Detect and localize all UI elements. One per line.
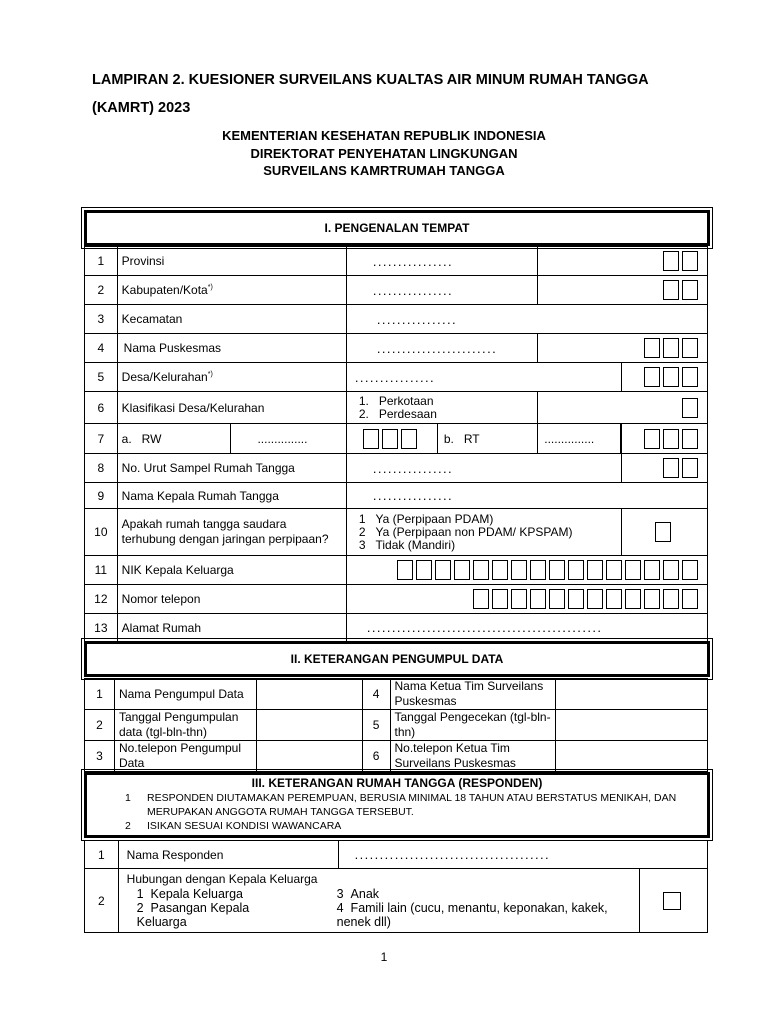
code-box[interactable]: [473, 560, 489, 580]
row-label: Nama Ketua Tim Surveilans Puskesmas: [390, 679, 556, 710]
row-label: Nomor telepon: [117, 585, 346, 614]
kabupaten-field[interactable]: [346, 276, 537, 305]
hubungan-cell: [118, 869, 640, 933]
footnote-mark: *): [207, 284, 213, 291]
tanggal-pengumpulan-field[interactable]: [256, 710, 362, 741]
code-box[interactable]: [663, 429, 679, 449]
row-number: 11: [85, 556, 118, 585]
rt-field-cell: [538, 424, 622, 454]
row-label: Nama Responden: [118, 841, 338, 869]
code-box[interactable]: [625, 560, 641, 580]
row-number: 13: [85, 614, 118, 642]
row-label: Alamat Rumah: [117, 614, 346, 642]
row-number: 8: [85, 454, 118, 483]
code-box[interactable]: [568, 560, 584, 580]
option-perdesaan[interactable]: 2. Perdesaan: [358, 406, 437, 421]
section-1-title: I. PENGENALAN TEMPAT: [324, 221, 470, 235]
code-box[interactable]: [682, 280, 698, 300]
option-pdam[interactable]: 1 Ya (Perpipaan PDAM): [358, 511, 494, 526]
code-box[interactable]: [549, 560, 565, 580]
fill-dots: ................: [372, 282, 454, 298]
nik-field[interactable]: [346, 556, 707, 585]
row-number: 6: [362, 741, 390, 772]
code-box[interactable]: [530, 560, 546, 580]
option-non-pdam[interactable]: 2 Ya (Perpipaan non PDAM/ KPSPAM): [358, 524, 573, 539]
row-label: NIK Kepala Keluarga: [117, 556, 346, 585]
code-box[interactable]: [644, 367, 660, 387]
code-box[interactable]: [606, 589, 622, 609]
header-surveillance: SURVEILANS KAMRTRUMAH TANGGA: [263, 163, 505, 178]
option-kepala-keluarga[interactable]: 1 Kepala Keluarga: [136, 887, 243, 901]
option-anak[interactable]: 3 Anak: [336, 887, 380, 901]
code-box[interactable]: [682, 560, 698, 580]
row-number: 3: [85, 741, 115, 772]
row-label: Tanggal Pengumpulan data (tgl-bln-thn): [114, 710, 256, 741]
telepon-ketua-field[interactable]: [556, 741, 708, 772]
row-label: Provinsi: [117, 247, 346, 276]
option-famili-lain[interactable]: 4 Famili lain (cucu, menantu, keponakan, kakek, nenek dll): [336, 901, 608, 929]
label-text: Desa/Kelurahan: [121, 370, 208, 384]
code-box[interactable]: [663, 251, 679, 271]
code-box[interactable]: [663, 338, 679, 358]
row-label: No.telepon Ketua Tim Surveilans Puskesmas: [390, 741, 556, 772]
code-box[interactable]: [587, 560, 603, 580]
row-number: 9: [85, 483, 118, 509]
code-box[interactable]: [625, 589, 641, 609]
page-number: 1: [380, 950, 388, 964]
note-2: [87, 819, 707, 833]
row-number: 6: [85, 392, 118, 424]
row-perpipaan: [85, 509, 708, 556]
urut-sampel-field[interactable]: [346, 454, 621, 483]
code-box[interactable]: [663, 892, 681, 910]
row-number: 2: [85, 276, 118, 305]
code-box[interactable]: [416, 560, 432, 580]
rt-field[interactable]: [538, 424, 621, 453]
row-alamat: [85, 614, 708, 642]
footnote-mark: *): [207, 371, 213, 378]
fill-dots: ...............: [257, 431, 308, 446]
rt-label: b. RT: [443, 431, 480, 446]
row-label: Apakah rumah tangga saudara terhubung dengan jaringan perpipaan?: [117, 509, 346, 556]
row-number: 1: [85, 841, 119, 869]
option-pasangan[interactable]: 2 Pasangan Kepala Keluarga: [136, 901, 250, 929]
fill-dots: ...............: [544, 431, 595, 446]
section-1-table: [84, 246, 708, 642]
row-kabupaten: [85, 276, 708, 305]
section-2-title: II. KETERANGAN PENGUMPUL DATA: [290, 652, 504, 666]
code-box[interactable]: [382, 429, 398, 449]
fill-dots: ................: [354, 369, 436, 385]
kabupaten-code[interactable]: [538, 276, 708, 305]
row-nik: [85, 556, 708, 585]
rw-code[interactable]: [347, 424, 438, 453]
row-urut-sampel: [85, 454, 708, 483]
provinsi-code[interactable]: [538, 247, 708, 276]
rw-rt-cell: [346, 424, 537, 454]
fill-dots: ...............................................: [366, 620, 603, 635]
code-box[interactable]: [435, 560, 451, 580]
code-boxes: [655, 524, 674, 538]
row-puskesmas: [85, 334, 708, 363]
code-boxes: [644, 369, 701, 383]
nama-pengumpul-field[interactable]: [256, 679, 362, 710]
code-box[interactable]: [655, 522, 671, 542]
perpipaan-options: [346, 509, 621, 556]
row-number: 12: [85, 585, 118, 614]
code-box[interactable]: [682, 398, 698, 418]
row-label: Nama Pengumpul Data: [114, 679, 256, 710]
note-number: 1: [125, 792, 131, 804]
row-telepon: [85, 585, 708, 614]
header-ministry: KEMENTERIAN KESEHATAN REPUBLIK INDONESIA: [222, 128, 546, 143]
header-directorate: DIREKTORAT PENYEHATAN LINGKUNGAN: [250, 146, 518, 161]
row-label: Kecamatan: [117, 305, 346, 334]
section-3-title: III. KETERANGAN RUMAH TANGGA (RESPONDEN): [251, 776, 543, 790]
note-text: ISIKAN SESUAI KONDISI WAWANCARA: [147, 820, 342, 832]
nik-boxes: [397, 562, 701, 576]
code-box[interactable]: [644, 560, 660, 580]
rw-label: a. RW: [117, 424, 231, 454]
nama-responden-field[interactable]: [338, 841, 707, 869]
row-klasifikasi: [85, 392, 708, 424]
code-box[interactable]: [549, 589, 565, 609]
row-number: 5: [85, 363, 118, 392]
row-kepala-rt: [85, 483, 708, 509]
note-text: RESPONDEN DIUTAMAKAN PEREMPUAN, BERUSIA MINIMAL 18 TAHUN ATAU BERSTATUS MENIKAH, DAN MERUPAKAN ANGGOTA RUMAH TANGGA TERSEBUT.: [147, 792, 677, 818]
row-number: 4: [85, 334, 118, 363]
row-label: Tanggal Pengecekan (tgl-bln-thn): [390, 710, 556, 741]
puskesmas-code[interactable]: [538, 334, 708, 363]
rt-field-inner: [538, 424, 621, 453]
alamat-field[interactable]: [346, 614, 707, 642]
row-number: 3: [85, 305, 118, 334]
row-nama-responden: [85, 841, 708, 869]
section-3-table: [84, 840, 708, 933]
code-box[interactable]: [682, 429, 698, 449]
desa-code[interactable]: [622, 363, 708, 392]
code-box[interactable]: [511, 560, 527, 580]
row-number: 7: [85, 424, 118, 454]
option-mandiri[interactable]: 3 Tidak (Mandiri): [358, 537, 456, 552]
urut-sampel-code[interactable]: [622, 454, 708, 483]
fill-dots: ................: [372, 253, 454, 269]
puskesmas-field[interactable]: [346, 334, 537, 363]
kepala-rt-field[interactable]: [346, 483, 707, 509]
code-box[interactable]: [606, 560, 622, 580]
collector-row-3: [85, 741, 708, 772]
fill-dots: ........................: [376, 340, 498, 356]
tanggal-pengecekan-field[interactable]: [556, 710, 708, 741]
hubungan-code[interactable]: [640, 869, 708, 933]
note-number: 2: [125, 820, 131, 832]
row-number: 2: [85, 710, 115, 741]
code-box[interactable]: [454, 560, 470, 580]
row-label: Nama Puskesmas: [117, 334, 346, 363]
provinsi-field[interactable]: [346, 247, 537, 276]
code-box[interactable]: [663, 458, 679, 478]
code-box[interactable]: [663, 589, 679, 609]
desa-field[interactable]: [346, 363, 621, 392]
code-boxes: [663, 253, 701, 267]
code-box[interactable]: [511, 589, 527, 609]
code-boxes: [663, 282, 701, 296]
code-box[interactable]: [492, 560, 508, 580]
code-box[interactable]: [568, 589, 584, 609]
code-box[interactable]: [644, 429, 660, 449]
code-box[interactable]: [644, 589, 660, 609]
code-box[interactable]: [397, 560, 413, 580]
option-perkotaan[interactable]: 1. Perkotaan: [358, 393, 434, 408]
row-label: [117, 276, 346, 305]
telepon-pengumpul-field[interactable]: [256, 741, 362, 772]
label-text: Kabupaten/Kota: [121, 283, 208, 297]
code-box[interactable]: [682, 338, 698, 358]
rw-field[interactable]: [231, 424, 346, 454]
telepon-field[interactable]: [346, 585, 707, 614]
code-boxes: [663, 460, 701, 474]
row-number: 1: [85, 679, 115, 710]
row-kecamatan: [85, 305, 708, 334]
rt-code[interactable]: [622, 424, 708, 454]
row-label: Klasifikasi Desa/Kelurahan: [117, 392, 346, 424]
row-number: 2: [85, 869, 119, 933]
code-box[interactable]: [587, 589, 603, 609]
rw-rt-inner: [347, 424, 537, 453]
section-2-table: [84, 678, 708, 772]
row-hubungan: [85, 869, 708, 933]
section-1-header: [84, 210, 710, 246]
klasifikasi-options: [346, 392, 537, 424]
code-box[interactable]: [682, 458, 698, 478]
code-box[interactable]: [492, 589, 508, 609]
fill-dots: ................: [376, 311, 458, 327]
row-label: No.telepon Pengumpul Data: [114, 741, 256, 772]
options-right: [337, 887, 617, 929]
row-provinsi: [85, 247, 708, 276]
row-number: 10: [85, 509, 118, 556]
row-number: 1: [85, 247, 118, 276]
section-3-header: [84, 772, 710, 838]
row-rw-rt: [85, 424, 708, 454]
kecamatan-field[interactable]: [346, 305, 707, 334]
code-boxes: [644, 431, 701, 445]
code-box[interactable]: [682, 589, 698, 609]
fill-dots: ................: [372, 488, 454, 503]
hubungan-options: [127, 887, 632, 929]
row-desa: [85, 363, 708, 392]
row-number: 4: [362, 679, 390, 710]
code-box[interactable]: [663, 280, 679, 300]
code-boxes: [644, 340, 701, 354]
options-left: [127, 887, 337, 929]
code-box[interactable]: [663, 560, 679, 580]
document-title: LAMPIRAN 2. KUESIONER SURVEILANS KUALTAS AIR MINUM RUMAH TANGGA (KAMRT) 2023: [92, 72, 649, 116]
code-box[interactable]: [682, 367, 698, 387]
row-label: No. Urut Sampel Rumah Tangga: [117, 454, 346, 483]
section-2-header: [84, 641, 710, 677]
collector-row-2: [85, 710, 708, 741]
code-box[interactable]: [530, 589, 546, 609]
perpipaan-code[interactable]: [622, 509, 708, 556]
code-boxes: [663, 893, 684, 907]
fill-dots: ................: [372, 460, 454, 476]
row-label: Hubungan dengan Kepala Keluarga: [126, 872, 318, 886]
row-label: [117, 363, 346, 392]
code-box[interactable]: [363, 429, 379, 449]
row-number: 5: [362, 710, 390, 741]
code-box[interactable]: [473, 589, 489, 609]
code-box[interactable]: [644, 338, 660, 358]
note-1: [87, 791, 707, 819]
code-boxes: [682, 400, 701, 414]
nama-ketua-field[interactable]: [556, 679, 708, 710]
code-box[interactable]: [682, 251, 698, 271]
code-box[interactable]: [401, 429, 417, 449]
klasifikasi-code[interactable]: [538, 392, 708, 424]
fill-dots: .......................................: [354, 847, 551, 862]
code-box[interactable]: [663, 367, 679, 387]
row-label: Nama Kepala Rumah Tangga: [117, 483, 346, 509]
collector-row-1: [85, 679, 708, 710]
telepon-boxes: [473, 591, 701, 605]
code-boxes: [363, 429, 420, 449]
